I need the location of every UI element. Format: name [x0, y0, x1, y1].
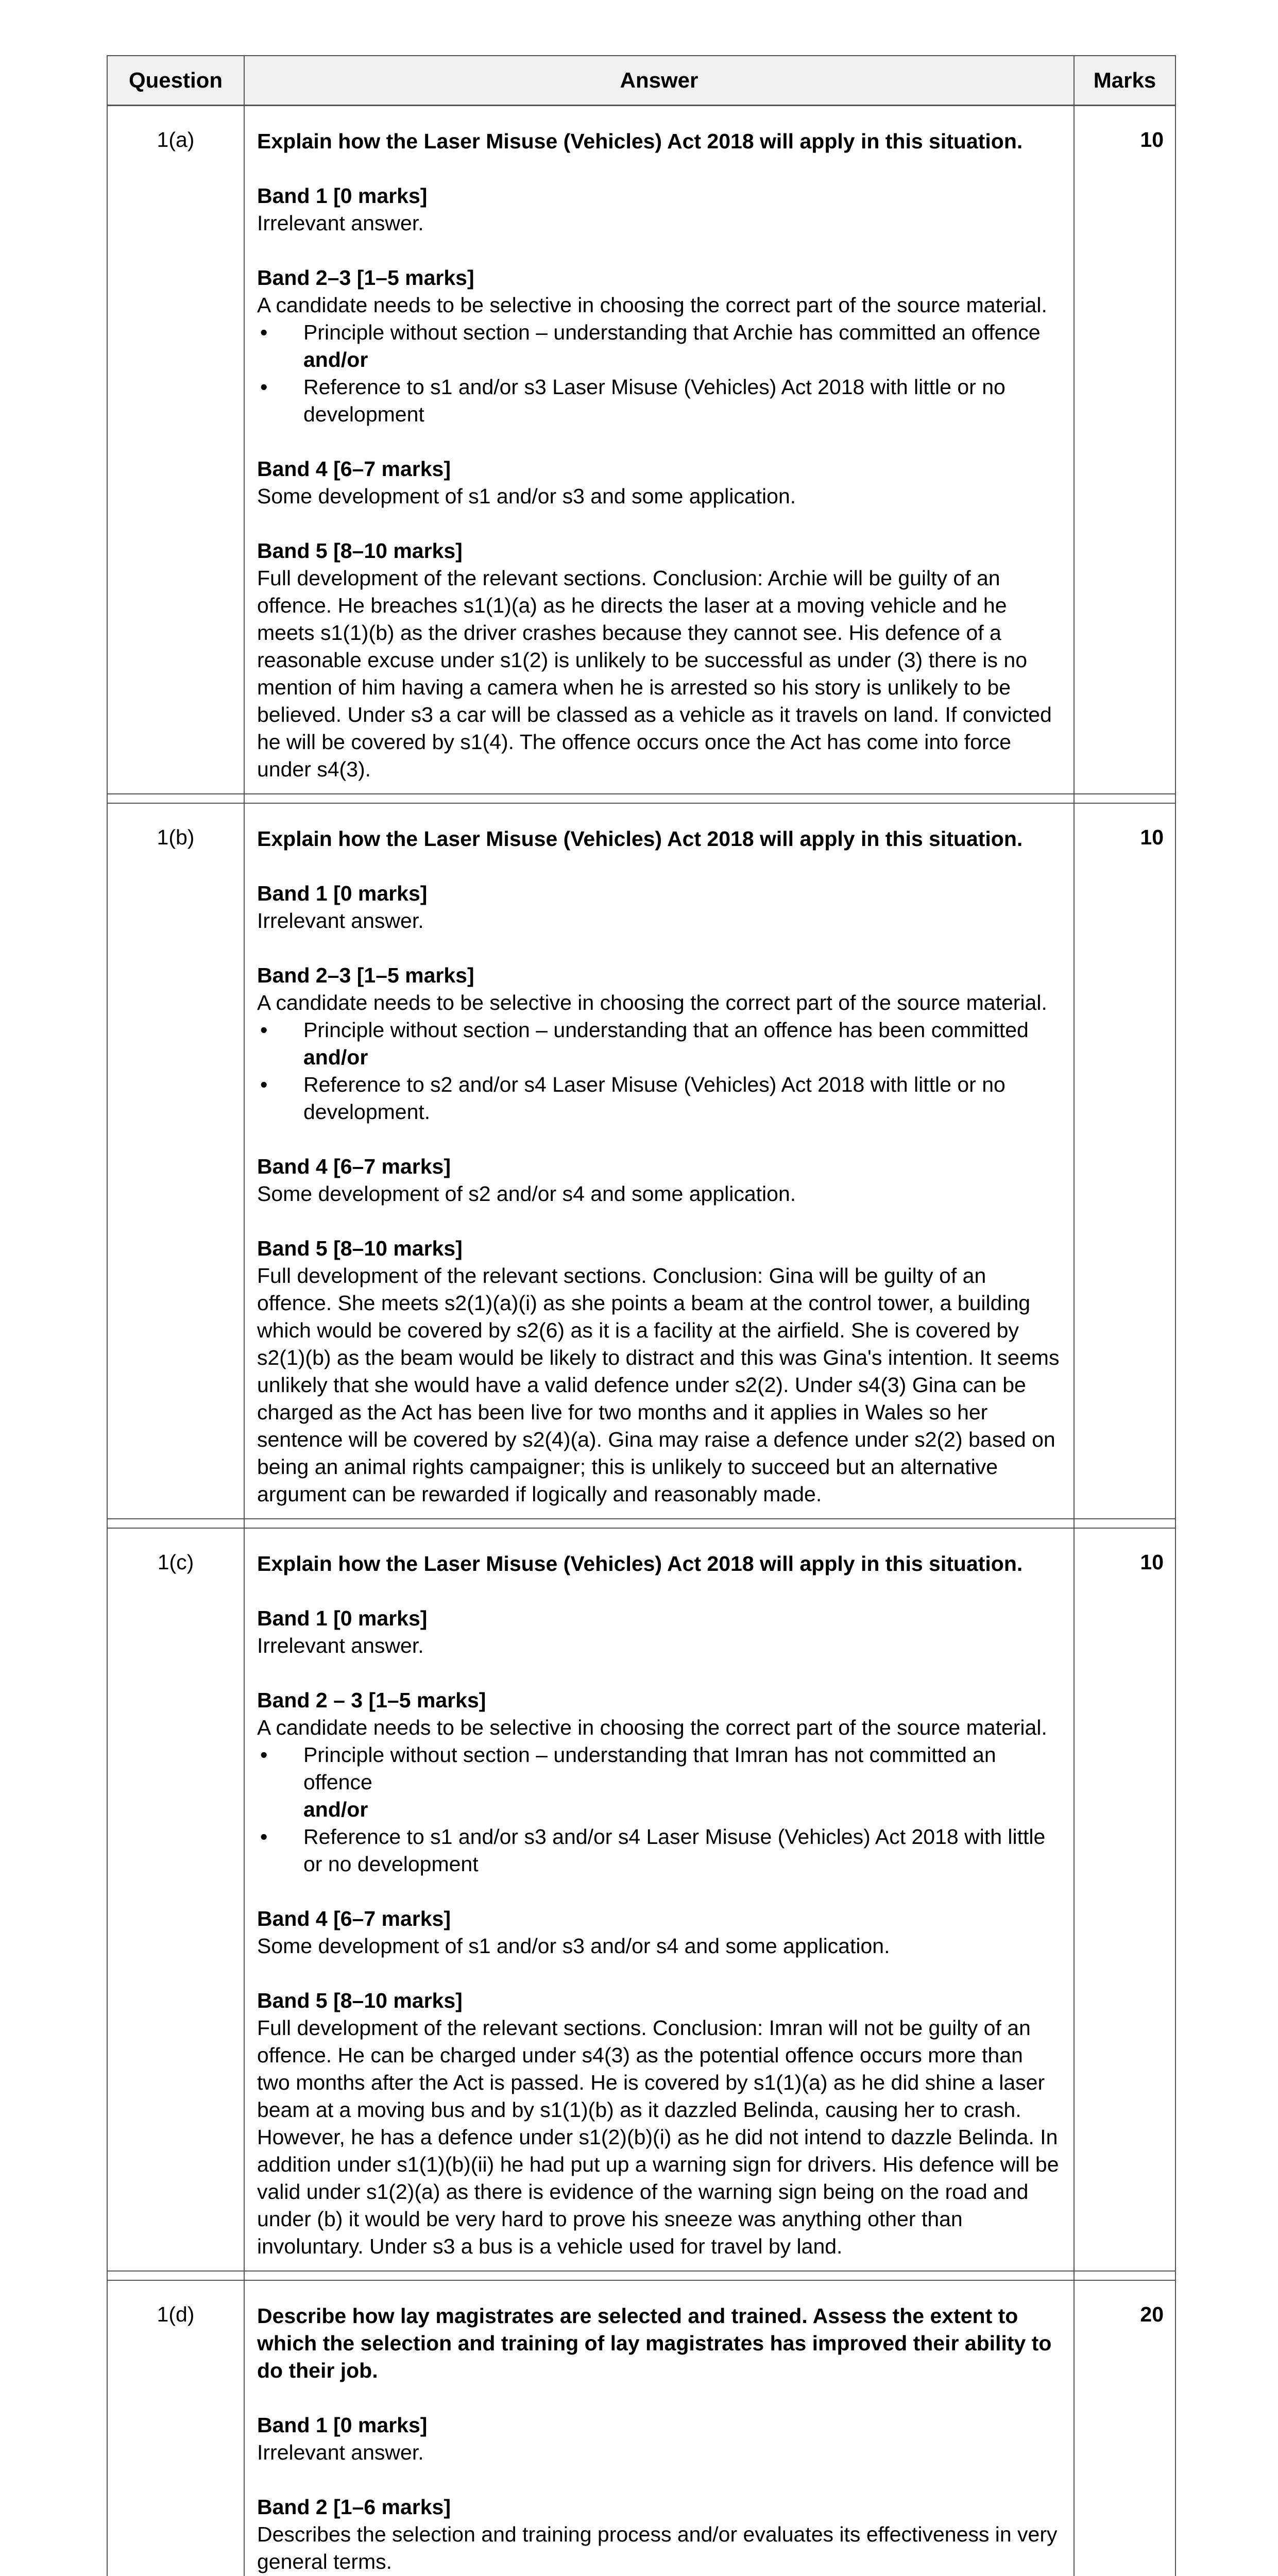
divider-cell: [245, 794, 1075, 803]
band-heading: Band 4 [6–7 marks]: [257, 1907, 451, 1930]
band-block: [257, 264, 1061, 428]
list-item: [257, 1071, 1061, 1126]
band-block: [257, 2412, 1061, 2466]
band-text: Some development of s1 and/or s3 and/or s4 and some application.: [257, 1934, 890, 1958]
band-text: Full development of the relevant sections. Conclusion: Imran will not be guilty of an offence. He can be charged under s4(3) as the potential offence occurs more than two months after the Act is passed. He is covered by s1(1)(a) as he did shine a laser beam at a moving bus and by s1(1)(b) as it dazzled Belinda, causing her to crash. However, he has a defence under s1(2)(b)(i) as he did not intend to dazzle Belinda. In addition under s1(1)(b)(ii) he had put up a warning sign for drivers. His defence will be valid under s1(2)(a) as there is evidence of the warning sign being on the road and under (b) it would be very hard to prove his sneeze was anything other than involuntary. Under s3 a bus is a vehicle used for travel by land.: [257, 2016, 1059, 2258]
question-number: 1(d): [108, 2281, 245, 2576]
question-title: Explain how the Laser Misuse (Vehicles) Act 2018 will apply in this situation.: [257, 1552, 1023, 1575]
table-row: [108, 106, 1175, 793]
divider-cell: [245, 2272, 1075, 2280]
band-text: Irrelevant answer.: [257, 909, 424, 933]
bullet-text: Reference to s2 and/or s4 Laser Misuse (Vehicles) Act 2018 with little or no development.: [303, 1073, 1006, 1124]
table-row: [108, 804, 1175, 1518]
band-text: Describes the selection and training process and/or evaluates its effectiveness in very general terms.: [257, 2522, 1058, 2573]
and-or-label: and/or: [303, 1798, 368, 1821]
question-number: 1(c): [108, 1529, 245, 2270]
question-title: Describe how lay magistrates are selected and trained. Assess the extent to which the selection and training of lay magistrates has improved their ability to do their job.: [257, 2304, 1052, 2382]
row-divider: [108, 2270, 1175, 2281]
band-text: Irrelevant answer.: [257, 211, 424, 235]
band-block: [257, 455, 1061, 510]
table-header: [108, 56, 1175, 106]
band-heading: Band 1 [0 marks]: [257, 1606, 428, 1630]
bullet-icon: •: [260, 1073, 268, 1096]
question-number: 1(a): [108, 106, 245, 793]
band-text: A candidate needs to be selective in choosing the correct part of the source material.: [257, 991, 1047, 1014]
table-row: [108, 2281, 1175, 2576]
divider-cell: [1075, 1519, 1175, 1528]
list-item: [257, 319, 1061, 374]
band-heading: Band 1 [0 marks]: [257, 882, 428, 905]
bullet-icon: •: [260, 375, 268, 399]
header-question: Question: [108, 56, 245, 105]
band-block: [257, 1905, 1061, 1960]
bullet-text: Principle without section – understanding that an offence has been committed: [303, 1018, 1029, 1042]
divider-cell: [245, 1519, 1075, 1528]
row-divider: [108, 793, 1175, 804]
band-heading: Band 2 [1–6 marks]: [257, 2495, 451, 2519]
bullet-list: [257, 1016, 1061, 1126]
band-text: Full development of the relevant sections. Conclusion: Archie will be guilty of an offence. He breaches s1(1)(a) as he directs the laser at a moving vehicle and he meets s1(1)(b) as the driver crashes because they cannot see. His defence of a reasonable excuse under s1(2) is unlikely to be successful as under (3) there is no mention of him having a camera when he is arrested so his story is unlikely to be believed. Under s3 a car will be classed as a vehicle as it travels on land. If convicted he will be covered by s1(4). The offence occurs once the Act has come into force under s4(3).: [257, 566, 1052, 781]
band-heading: Band 2 – 3 [1–5 marks]: [257, 1688, 486, 1712]
bullet-text: Reference to s1 and/or s3 Laser Misuse (Vehicles) Act 2018 with little or no development: [303, 375, 1006, 426]
band-heading: Band 5 [8–10 marks]: [257, 1989, 463, 2012]
question-number: 1(b): [108, 804, 245, 1518]
and-or-label: and/or: [303, 1045, 368, 1069]
band-heading: Band 5 [8–10 marks]: [257, 1236, 463, 1260]
band-block: [257, 2494, 1061, 2575]
answer-cell: [245, 2281, 1075, 2576]
band-text: A candidate needs to be selective in choosing the correct part of the source material.: [257, 293, 1047, 317]
answer-cell: [245, 106, 1075, 793]
divider-cell: [1075, 794, 1175, 803]
bullet-list: [257, 1741, 1061, 1878]
band-text: A candidate needs to be selective in choosing the correct part of the source material.: [257, 1716, 1047, 1739]
divider-cell: [1075, 2272, 1175, 2280]
divider-cell: [108, 794, 245, 803]
band-block: [257, 1153, 1061, 1208]
table-row: [108, 1529, 1175, 2270]
band-block: [257, 880, 1061, 935]
band-block: [257, 1235, 1061, 1508]
and-or-label: and/or: [303, 348, 368, 371]
band-text: Full development of the relevant sections. Conclusion: Gina will be guilty of an offence. She meets s2(1)(a)(i) as she points a beam at the control tower, a building which would be covered by s2(6) as it is a facility at the airfield. She is covered by s2(1)(b) as the beam would be likely to distract and this was Gina's intention. It seems unlikely that she would have a valid defence under s2(2). Under s4(3) Gina can be charged as the Act has been live for two months and it applies in Wales so her sentence will be covered by s2(4)(a). Gina may raise a defence under s2(2) based on being an animal rights campaigner; this is unlikely to succeed but an alternative argument can be rewarded if logically and reasonably made.: [257, 1264, 1060, 1506]
band-text: Irrelevant answer.: [257, 2441, 424, 2464]
band-block: [257, 1687, 1061, 1878]
bullet-icon: •: [260, 320, 268, 344]
band-text: Some development of s1 and/or s3 and some application.: [257, 484, 796, 508]
answer-cell: [245, 804, 1075, 1518]
marks-value: 20: [1140, 2302, 1164, 2326]
band-block: [257, 962, 1061, 1126]
list-item: [257, 1823, 1061, 1878]
band-heading: Band 1 [0 marks]: [257, 184, 428, 208]
band-heading: Band 5 [8–10 marks]: [257, 539, 463, 563]
band-block: [257, 182, 1061, 237]
question-title: Explain how the Laser Misuse (Vehicles) Act 2018 will apply in this situation.: [257, 129, 1023, 153]
band-text: Irrelevant answer.: [257, 1634, 424, 1657]
band-heading: Band 4 [6–7 marks]: [257, 457, 451, 481]
mark-scheme-table: [107, 55, 1176, 2576]
bullet-list: [257, 319, 1061, 428]
header-answer: Answer: [245, 56, 1075, 105]
answer-cell: [245, 1529, 1075, 2270]
bullet-icon: •: [260, 1018, 268, 1042]
marks-value: 10: [1140, 1550, 1164, 1574]
bullet-text: Reference to s1 and/or s3 and/or s4 Laser Misuse (Vehicles) Act 2018 with little or no development: [303, 1825, 1046, 1876]
band-text: Some development of s2 and/or s4 and some application.: [257, 1182, 796, 1206]
marks-value: 10: [1140, 825, 1164, 849]
row-divider: [108, 1518, 1175, 1529]
bullet-text: Principle without section – understanding that Imran has not committed an offence: [303, 1743, 996, 1794]
band-heading: Band 1 [0 marks]: [257, 2413, 428, 2437]
bullet-icon: •: [260, 1825, 268, 1849]
band-heading: Band 4 [6–7 marks]: [257, 1155, 451, 1178]
band-block: [257, 1987, 1061, 2260]
band-block: [257, 1605, 1061, 1659]
band-heading: Band 2–3 [1–5 marks]: [257, 266, 474, 290]
band-heading: Band 2–3 [1–5 marks]: [257, 963, 474, 987]
marks-value: 10: [1140, 128, 1164, 151]
list-item: [257, 374, 1061, 428]
divider-cell: [108, 1519, 245, 1528]
question-title: Explain how the Laser Misuse (Vehicles) Act 2018 will apply in this situation.: [257, 827, 1023, 851]
divider-cell: [108, 2272, 245, 2280]
list-item: [257, 1016, 1061, 1071]
bullet-text: Principle without section – understanding that Archie has committed an offence: [303, 320, 1041, 344]
header-marks: Marks: [1093, 68, 1156, 92]
band-block: [257, 537, 1061, 783]
list-item: [257, 1741, 1061, 1823]
bullet-icon: •: [260, 1743, 268, 1767]
